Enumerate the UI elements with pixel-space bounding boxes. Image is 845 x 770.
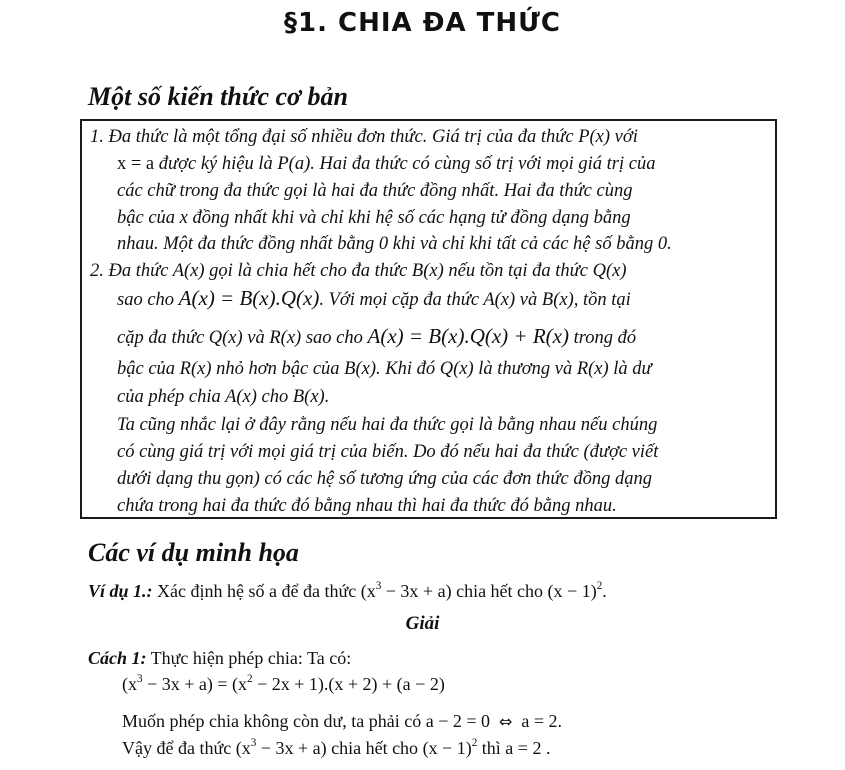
paragraph-3-line-1: Ta cũng nhắc lại ở đây rằng nếu hai đa thức gọi là bằng nhau nếu chúng [117, 415, 658, 435]
paragraph-1-line-1: 1. Đa thức là một tổng đại số nhiều đơn thức. Giá trị của đa thức P(x) với [90, 127, 638, 147]
paragraph-3-line-2: có cùng giá trị với mọi giá trị của biến. Do đó nếu hai đa thức (được viết [117, 442, 659, 462]
example-1-statement: Ví dụ 1.: Xác định hệ số a để đa thức $(x^3 - 3x + a)$ chia hết cho $(x - 1)^2$. [88, 580, 607, 601]
paragraph-2-line-3: cặp đa thức Q(x) và R(x) sao cho A(x) = B(x).Q(x) + R(x) trong đó [117, 324, 637, 348]
paragraph-2-line-5: của phép chia A(x) cho B(x). [117, 387, 330, 407]
paragraph-1-line-4: bậc của x đồng nhất khi và chỉ khi hệ số các hạng tử đồng dạng bằng [117, 208, 631, 228]
section-heading-basics: Một số kiến thức cơ bản [88, 82, 348, 111]
method-1-condition: Muốn phép chia không còn dư, ta phải có a − 2 = 0 ⇔ a = 2. [122, 711, 563, 731]
method-1-equation: $(x^3 - 3x + a) = (x^2 - 2x + 1).(x + 2) + (a - 2)$ [122, 673, 445, 694]
formula-x-equals-a: x = a [117, 154, 155, 174]
example-1-label: Ví dụ 1.: [88, 581, 153, 601]
example-1-divisor: $(x - 1)^2$ [547, 580, 603, 601]
method-1-conclusion: Vậy để đa thức $(x^3 - 3x + a)$ chia hết cho $(x - 1)^2$ thì a = 2 . [122, 737, 551, 758]
formula-division-remainder: A(x) = B(x).Q(x) + R(x) [367, 324, 569, 348]
equivalence-symbol: ⇔ [499, 712, 513, 731]
paragraph-2-line-2: sao cho A(x) = B(x).Q(x). Với mọi cặp đa thức A(x) và B(x), tồn tại [117, 286, 631, 310]
method-1-intro: Cách 1: Thực hiện phép chia: Ta có: [88, 648, 352, 668]
example-1-polynomial: $(x^3 - 3x + a)$ [360, 580, 452, 601]
paragraph-1-line-3: các chữ trong đa thức gọi là hai đa thức đồng nhất. Hai đa thức cùng [117, 181, 633, 201]
formula-divisibility: A(x) = B(x).Q(x) [178, 286, 320, 310]
paragraph-2-line-1: 2. Đa thức A(x) gọi là chia hết cho đa thức B(x) nếu tồn tại đa thức Q(x) [90, 261, 627, 281]
section-heading-examples: Các ví dụ minh họa [88, 538, 299, 567]
paragraph-3-line-4: chứa trong hai đa thức đó bằng nhau thì hai đa thức đó bằng nhau. [117, 496, 617, 516]
paragraph-3-line-3: dưới dạng thu gọn) có các hệ số tương ứng của các đơn thức đồng dạng [117, 469, 652, 489]
paragraph-1-line-5: nhau. Một đa thức đồng nhất bằng 0 khi và chỉ khi tất cả các hệ số bằng 0. [117, 234, 672, 254]
page-title: §1. CHIA ĐA THỨC [284, 8, 561, 38]
paragraph-2-line-4: bậc của R(x) nhỏ hơn bậc của B(x). Khi đó Q(x) là thương và R(x) là dư [117, 359, 652, 379]
solution-heading: Giải [405, 613, 440, 634]
paragraph-1-line-2: x = a được ký hiệu là P(a). Hai đa thức có cùng số trị với mọi giá trị của [117, 154, 656, 174]
method-1-label: Cách 1: [88, 648, 147, 668]
